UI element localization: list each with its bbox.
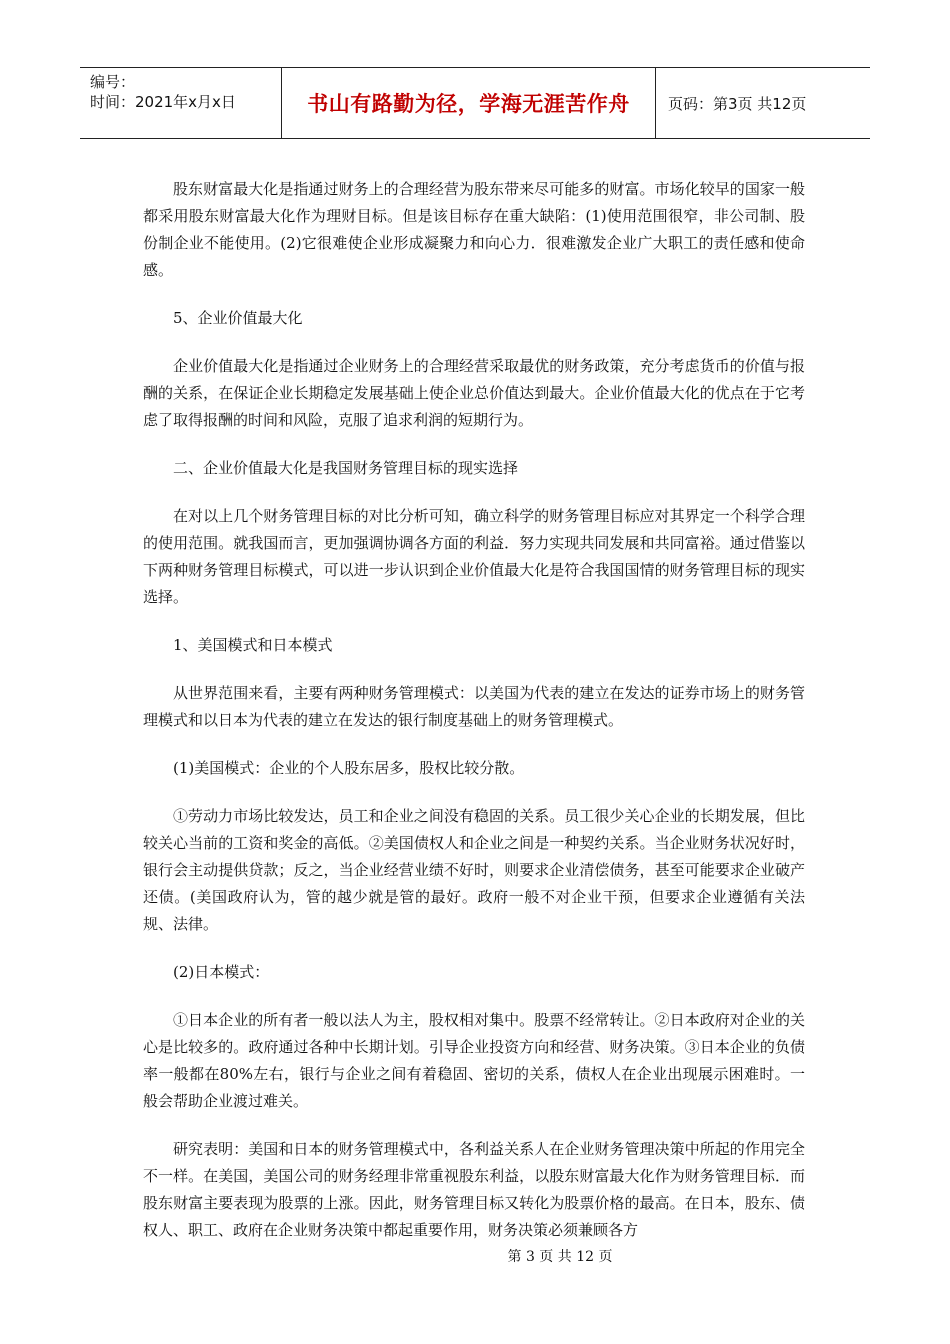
header-page-info	[656, 68, 870, 138]
document-date: 时间：2021年x月x日	[90, 93, 236, 111]
paragraph: 股东财富最大化是指通过财务上的合理经营为股东带来尽可能多的财富。市场化较早的国家一般都采用股东财富最大化作为理财目标。但是该目标存在重大缺陷：(1)使用范围很窄，非公司制、股份制企业不能使用。(2)它很难使企业形成凝聚力和向心力．很难激发企业广大职工的责任感和使命感。	[143, 180, 805, 279]
footer-page-number: 第 3 页 共 12 页	[507, 1249, 613, 1265]
page-header	[80, 67, 870, 139]
paragraph: 从世界范围来看，主要有两种财务管理模式：以美国为代表的建立在发达的证券市场上的财务管理模式和以日本为代表的建立在发达的银行制度基础上的财务管理模式。	[143, 684, 805, 729]
section-heading: 二、企业价值最大化是我国财务管理目标的现实选择	[173, 459, 519, 477]
document-body	[143, 176, 805, 1265]
page-footer	[0, 1246, 950, 1266]
header-motto-cell	[282, 68, 656, 138]
paragraph: 研究表明：美国和日本的财务管理模式中，各利益关系人在企业财务管理决策中所起的作用完全不一样。在美国，美国公司的财务经理非常重视股东利益，以股东财富最大化作为财务管理目标．而股东财富主要表现为股票的上涨。因此，财务管理目标又转化为股票价格的最高。在日本，股东、债权人、职工、政府在企业财务决策中都起重要作用，财务决策必须兼顾各方	[143, 1140, 805, 1239]
paragraph: 企业价值最大化是指通过企业财务上的合理经营采取最优的财务政策，充分考虑货币的价值与报酬的关系，在保证企业长期稳定发展基础上使企业总价值达到最大。企业价值最大化的优点在于它考虑了取得报酬的时间和风险，克服了追求利润的短期行为。	[143, 357, 805, 429]
paragraph: ①劳动力市场比较发达，员工和企业之间没有稳固的关系。员工很少关心企业的长期发展，但比较关心当前的工资和奖金的高低。②美国债权人和企业之间是一种契约关系。当企业财务状况好时，银行会主动提供贷款；反之，当企业经营业绩不好时，则要求企业清偿债务，甚至可能要求企业破产还债。(美国政府认为，管的越少就是管的最好。政府一般不对企业干预，但要求企业遵循有关法规、法律。	[143, 807, 805, 933]
paragraph: 在对以上几个财务管理目标的对比分析可知，确立科学的财务管理目标应对其界定一个科学合理的使用范围。就我国而言，更加强调协调各方面的利益．努力实现共同发展和共同富裕。通过借鉴以下两种财务管理目标模式，可以进一步认识到企业价值最大化是符合我国国情的财务管理目标的现实选择。	[143, 507, 805, 606]
paragraph: (2)日本模式：	[173, 963, 270, 981]
section-heading: 1、美国模式和日本模式	[173, 636, 333, 654]
page-number-info: 页码：第3页 共12页	[668, 94, 807, 113]
header-meta	[80, 68, 282, 138]
section-heading: 5、企业价值最大化	[173, 309, 303, 327]
paragraph: (1)美国模式：企业的个人股东居多，股权比较分散。	[173, 759, 525, 777]
motto-text: 书山有路勤为径，学海无涯苦作舟	[307, 92, 630, 116]
paragraph: ①日本企业的所有者一般以法人为主，股权相对集中。股票不经常转让。②日本政府对企业的关心是比较多的。政府通过各种中长期计划。引导企业投资方向和经营、财务决策。③日本企业的负债率一般都在80%左右，银行与企业之间有着稳固、密切的关系，债权人在企业出现展示困难时。一般会帮助企业渡过难关。	[143, 1011, 805, 1110]
document-number-label: 编号：	[90, 73, 136, 91]
